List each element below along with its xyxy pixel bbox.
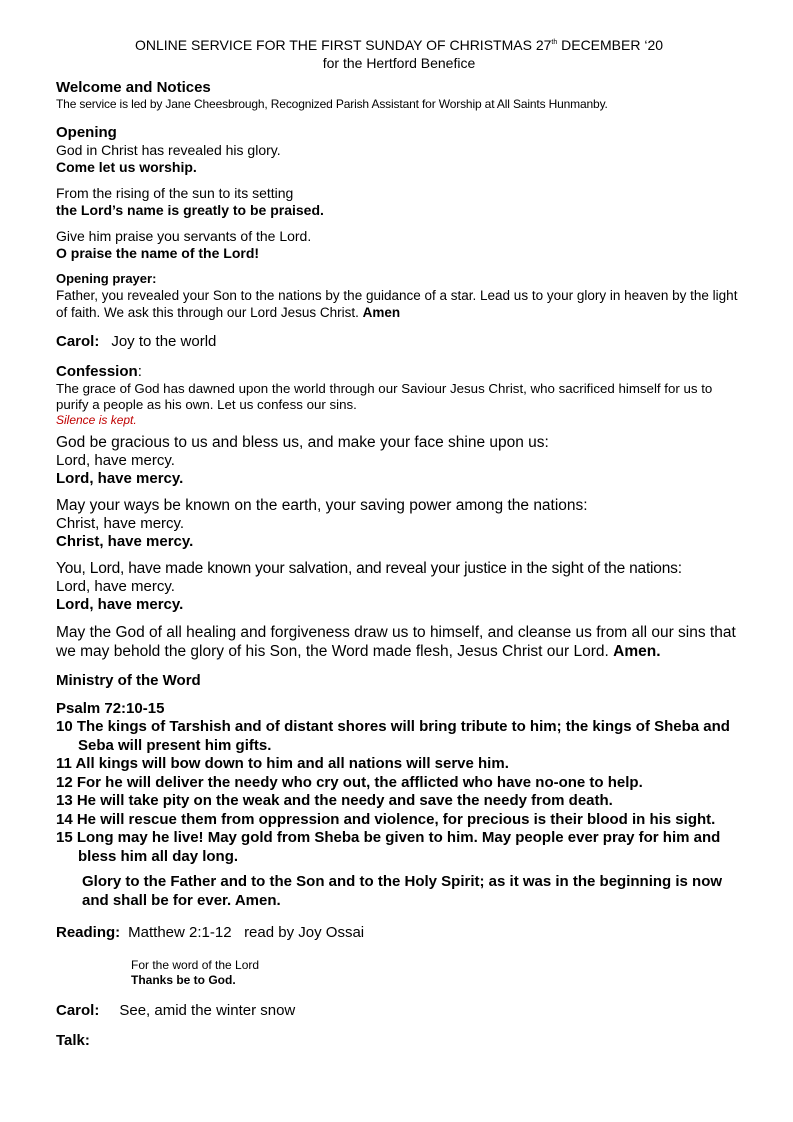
opening-response-3: O praise the name of the Lord! <box>56 245 260 261</box>
kyrie-2: May your ways be known on the earth, your saving power among the nations: <box>56 497 588 514</box>
psalm-verse: 13 He will take pity on the weak and the needy and save the needy from death. <box>56 792 613 809</box>
kyrie-1-response: Lord, have mercy. <box>56 470 184 487</box>
benefice-subtitle: for the Hertford Benefice <box>322 55 476 71</box>
opening-prayer-text <box>56 287 746 321</box>
opening-prayer-heading: Opening prayer: <box>56 271 157 286</box>
opening-prayer-amen: Amen <box>362 305 401 320</box>
reading-line <box>56 924 746 942</box>
reading-label: Reading: <box>56 924 121 941</box>
service-title <box>52 34 746 72</box>
confession-colon: : <box>137 363 142 380</box>
carol-1-title: Joy to the world <box>111 333 217 350</box>
reading-versicle: For the word of the Lord <box>131 958 260 972</box>
psalm-heading: Psalm 72:10-15 <box>56 700 165 717</box>
title-line1: ONLINE SERVICE FOR THE FIRST SUNDAY OF CHRISTMAS 27 <box>134 37 552 53</box>
reading-reference: Matthew 2:1-12 read by Joy Ossai <box>128 924 365 941</box>
psalm-verse: 12 For he will deliver the needy who cry out, the afflicted who have no-one to help. <box>56 773 643 791</box>
carol-2 <box>56 1002 746 1020</box>
kyrie-3-minister: Lord, have mercy. <box>56 578 175 595</box>
absolution-text: May the God of all healing and forgiveness draw us to himself, and cleanse us from all our sins that we may behold the glory of his Son, the Word made flesh, Jesus Christ our Lord. <box>56 624 736 660</box>
opening-response-2: the Lord’s name is greatly to be praised. <box>56 202 324 218</box>
welcome-heading: Welcome and Notices <box>56 79 211 96</box>
carol-1 <box>56 333 746 351</box>
gloria: Glory to the Father and to the Son and to the Holy Spirit; as it was in the beginning is now and shall be for ever. Amen. <box>82 873 723 909</box>
opening-versicle-3: Give him praise you servants of the Lord. <box>56 228 312 244</box>
kyrie-2-minister: Christ, have mercy. <box>56 515 185 532</box>
talk-label: Talk: <box>56 1032 90 1049</box>
title-ordinal: th <box>551 39 558 46</box>
absolution <box>56 623 746 661</box>
opening-versicle-2: From the rising of the sun to its setting <box>56 185 294 201</box>
opening-response-1: Come let us worship. <box>56 159 197 175</box>
psalm-verse: 10 The kings of Tarshish and of distant shores will bring tribute to him; the kings of Sheba and Seba will present him gifts. <box>56 718 730 754</box>
psalm-verse: 11 All kings will bow down to him and all nations will serve him. <box>56 755 509 772</box>
kyrie-3-response: Lord, have mercy. <box>56 596 184 613</box>
confession-intro: The grace of God has dawned upon the world through our Saviour Jesus Christ, who sacrificed himself for us to purify a people as his own. Let us confess our sins. <box>56 381 713 412</box>
kyrie-2-response: Christ, have mercy. <box>56 533 194 550</box>
carol-2-label: Carol: <box>56 1002 100 1019</box>
opening-prayer-body: Father, you revealed your Son to the nations by the guidance of a star. Lead us to your glory in heaven by the light of faith. We ask this through our Lord Jesus Christ. <box>56 288 738 320</box>
service-sheet <box>56 34 746 1050</box>
carol-1-label: Carol: <box>56 333 100 350</box>
kyrie-1: God be gracious to us and bless us, and make your face shine upon us: <box>56 434 549 451</box>
reading-response: Thanks be to God. <box>131 973 236 987</box>
kyrie-1-minister: Lord, have mercy. <box>56 452 175 469</box>
psalm-verse: 14 He will rescue them from oppression and violence, for precious is their blood in his sight. <box>56 810 716 828</box>
welcome-text: The service is led by Jane Cheesbrough, Recognized Parish Assistant for Worship at All Saints Hunmanby. <box>56 97 608 111</box>
psalm-verse: 15 Long may he live! May gold from Sheba be given to him. May people ever pray for him and bless him all day long. <box>56 829 721 865</box>
opening-heading: Opening <box>56 124 117 141</box>
confession-heading-line <box>56 363 746 381</box>
confession-heading: Confession <box>56 363 138 380</box>
opening-versicle-1: God in Christ has revealed his glory. <box>56 142 281 158</box>
kyrie-3: You, Lord, have made known your salvation, and reveal your justice in the sight of the nations: <box>56 560 682 577</box>
carol-2-title: See, amid the winter snow <box>119 1002 296 1019</box>
absolution-amen: Amen. <box>613 643 661 660</box>
silence-rubric: Silence is kept. <box>56 413 137 427</box>
ministry-heading: Ministry of the Word <box>56 672 201 689</box>
title-line1-end: DECEMBER ‘20 <box>557 37 664 53</box>
